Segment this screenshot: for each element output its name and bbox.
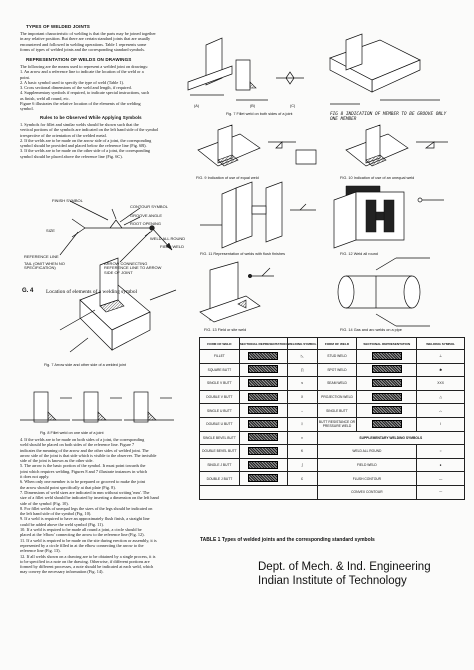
footer-institute: Indian Institute of Technology <box>258 575 407 587</box>
table-row <box>200 377 465 391</box>
section-cell <box>239 445 287 459</box>
intro-line: forms of types of welded joints and the corresponding standard symbols. <box>20 46 145 52</box>
section-drawing <box>248 406 278 414</box>
form-cell: SEAM WELD <box>317 377 357 391</box>
section-drawing <box>248 420 278 428</box>
field-weld-label: FIELD WELD <box>160 244 185 249</box>
section-cell <box>239 350 287 364</box>
equal-weld-caption: FIG. 9 Indication of use of equal weld <box>196 176 259 180</box>
symbol-cell: △ <box>417 390 465 404</box>
lower-line: 4. If the welds are to be made on both sides of a joint, the corresponding <box>20 437 145 442</box>
lower-line: it does not apply. <box>20 474 50 480</box>
section-cell <box>239 431 287 445</box>
flush-finish-caption: FIG. 11 Representation of welds with flush finishes <box>200 252 285 256</box>
supp-symbol-cell: ● <box>417 458 465 472</box>
section-cell <box>357 417 417 431</box>
right-fig-b-label: (B) <box>250 104 256 108</box>
fig7-caption: Fig. 7 Arrow side and other side of a welded joint <box>44 363 126 367</box>
lower-line: placed at the 'elbow' connecting the arrow to the reference line (Fig. 12). <box>20 532 145 538</box>
form-cell: SQUARE BUTT <box>200 363 240 377</box>
tail-label: TAIL (OMIT WHEN NO SPECIFICATION) <box>24 261 65 271</box>
lower-line: the arrow should point specifically at that plate (Fig. 8). <box>20 484 116 490</box>
size-label: SIZE <box>46 228 55 233</box>
types-heading: TYPES OF WELDED JOINTS <box>26 24 90 29</box>
table-row <box>200 472 465 486</box>
symbol-cell: ∏ <box>287 363 317 377</box>
lower-line: arrow side of the joint is that side which is visible to the observer. The invisible <box>20 452 157 458</box>
intro-line: The important characteristic of welding is that the parts may be joined together <box>20 31 156 36</box>
form-cell: SINGLE U BUTT <box>200 404 240 418</box>
section-drawing <box>248 474 278 482</box>
root-opening-label: ROOT OPENING <box>130 221 162 226</box>
lower-line: size of a fillet weld should be indicated by inserting a dimension on the left hand <box>20 495 159 501</box>
fillet-both-sides-drawings <box>188 38 304 100</box>
arrow-label: ARROW CONNECTING REFERENCE LINE TO ARROW SIDE OF JOINT <box>104 261 162 275</box>
section-drawing <box>248 433 278 441</box>
rules-paragraph <box>20 122 190 159</box>
flush-finish-and-all-round-drawings <box>200 182 444 248</box>
lower-line: joint which requires welding. Figures 8 and 7 illustrate instances in which <box>20 468 147 474</box>
rules-line: vertical portions of the symbols are indicated on the left hand side of the symbol <box>20 127 159 133</box>
lower-line: 5. The arrow is the basic portion of the symbol. It must point towards the <box>20 463 146 469</box>
intro-line: in any relative position. But there are certain standard joints that are usually <box>20 36 151 42</box>
representation-paragraph <box>20 64 190 112</box>
groove-one-member-drawings <box>330 34 440 104</box>
groove-member-caption: FIG 8 INDICATION OF MEMBER TO BE GROOVE ONLY ONE MEMBER <box>330 112 447 122</box>
finish-symbol-label: FINISH SYMBOL <box>52 198 83 203</box>
contour-symbol-label: CONTOUR SYMBOL <box>130 204 168 209</box>
rules-line: 3. If the welds are to be made on the other side of a joint, the corresponding <box>20 148 151 154</box>
lower-line: indicates the meaning of the arrow and the other sides of welded joint. The <box>20 447 149 453</box>
lower-line: reference line (Fig. 13). <box>20 548 61 554</box>
section-cell <box>239 472 287 486</box>
section-cell <box>357 350 417 364</box>
supp-symbol-cell: ○ <box>417 445 465 459</box>
section-drawing <box>372 420 402 428</box>
form-cell: DOUBLE V BUTT <box>200 390 240 404</box>
unequal-weld-caption: FIG. 10 Indication of use of an unequal weld <box>340 176 415 180</box>
symbol-cell: ʃ <box>287 458 317 472</box>
field-weld-caption: FIG. 13 Field or site weld <box>204 328 247 332</box>
supp-symbol-cell: ⌒ <box>417 485 465 499</box>
fillet-both-sides-caption: Fig. 7 Fillet weld on both sides of a joint <box>226 112 293 116</box>
section-cell <box>239 404 287 418</box>
rep-line: 2. A basic symbol used to specify the type of weld (Table 1). <box>20 79 124 85</box>
supp-name-cell: WELD ALL ROUND <box>317 445 417 459</box>
form-cell: SINGLE J BUTT <box>200 458 240 472</box>
table-row <box>200 363 465 377</box>
section-drawing <box>248 393 278 401</box>
rep-line: The following are the means used to represent a welded joint on drawings: <box>20 64 149 69</box>
lower-line: 11. If a weld is required to be made on the site during erection or assembly, it is <box>20 537 157 543</box>
lower-line: side of the symbol (Fig. 10). <box>20 500 69 506</box>
rules-line: 2. If the welds are to be made on the arrow side of a joint, the corresponding <box>20 137 152 143</box>
welding-symbol-diagram <box>60 201 172 262</box>
section-drawing <box>372 365 402 373</box>
rules-line: irrespective of the orientation of the welded metal. <box>20 132 107 138</box>
intro-line: encountered and followed in welding operations. Table 1 represents some <box>20 41 147 47</box>
form-cell: PROJECTION WELD <box>317 390 357 404</box>
table-row <box>200 431 465 445</box>
section-drawing <box>248 379 278 387</box>
form-cell: FILLET <box>200 350 240 364</box>
section-drawing <box>372 393 402 401</box>
rep-line: 3. Cross sectional dimensions of the weld and length, if required. <box>20 85 132 91</box>
rep-line: 4. Supplementary symbols if required, to indicate special instructions, such <box>20 90 150 96</box>
equal-unequal-weld-drawings <box>198 125 448 166</box>
symbol-cell: X <box>287 390 317 404</box>
section-drawing <box>372 379 402 387</box>
form-cell: DOUBLE U BUTT <box>200 417 240 431</box>
fig6-caption: Location of elements of a welding symbol <box>46 289 138 295</box>
rules-heading: Rules to be Observed While Applying Symbols <box>40 115 142 120</box>
section-drawing <box>372 406 402 414</box>
symbol-cell: ✱ <box>417 363 465 377</box>
lower-line: 10. If a weld is required to be made all round a joint, a circle should be <box>20 527 142 533</box>
symbol-cell: ν <box>287 431 317 445</box>
supp-symbol-cell: — <box>417 472 465 486</box>
table-row <box>200 458 465 472</box>
section-cell <box>239 377 287 391</box>
field-weld-and-pipe-drawings <box>200 258 430 326</box>
lower-line: to be specified in a note on the drawing. Otherwise, if different portions are <box>20 558 150 564</box>
section-cell <box>239 390 287 404</box>
form-cell: SINGLE BEVEL BUTT <box>200 431 240 445</box>
header-cell: WELDING SYMBOL <box>287 338 317 350</box>
form-cell: DOUBLE J BUTT <box>200 472 240 486</box>
header-cell: FORM OF WELD <box>200 338 240 350</box>
table-row <box>200 445 465 459</box>
reference-line-label: REFERENCE LINE <box>24 254 59 259</box>
supplementary-header: SUPPLEMENTARY WELDING SYMBOLS <box>317 431 464 445</box>
symbol-cell: ∨ <box>287 377 317 391</box>
weld-symbol-table <box>199 337 465 500</box>
lower-line: could be added above the weld symbol (Fig. 11). <box>20 521 104 527</box>
fig8-caption: Fig. 8 Fillet weld on one side of a joint <box>40 431 104 435</box>
supp-name-cell: FIELD WELD <box>317 458 417 472</box>
section-drawing <box>248 365 278 373</box>
form-cell: SPOT WELD <box>317 363 357 377</box>
header-cell: WELDING SYMBOL <box>417 338 465 350</box>
weld-all-round-label: WELD ALL ROUND <box>150 236 186 241</box>
lower-line: formed by different processes, a note should be indicated at each weld, which <box>20 564 154 570</box>
symbol-cell: ⩆ <box>287 417 317 431</box>
footer-department: Dept. of Mech. & Ind. Engineering <box>258 561 431 573</box>
section-cell <box>239 417 287 431</box>
lower-line: side of the joint is known as the other side. <box>20 458 94 464</box>
rep-line: point. <box>20 74 30 80</box>
header-cell: FORM OF WELD <box>317 338 357 350</box>
pipe-weld-caption: FIG. 14 Gas and arc welds on a pipe <box>340 328 402 332</box>
section-drawing <box>248 447 278 455</box>
section-cell <box>239 363 287 377</box>
symbol-cell: ◺ <box>287 350 317 364</box>
lower-line: 7. Dimensions of weld sizes are indicated in mm without writing 'mm'. The <box>20 489 150 495</box>
supp-name-cell: FLUSH CONTOUR <box>317 472 417 486</box>
lower-line: the left hand side of the symbol (Fig. 10). <box>20 511 92 517</box>
table-row <box>200 404 465 418</box>
rules-line: 1. Symbols for fillet and similar welds should be shown such that the <box>20 122 139 127</box>
intro-paragraph <box>20 31 190 52</box>
rules-line: symbol should be provided and placed below the reference line (Fig. 6B). <box>20 143 147 149</box>
form-cell: STUD WELD <box>317 350 357 364</box>
table-row <box>200 485 465 499</box>
form-cell: SINGLE BUTT <box>317 404 357 418</box>
lower-line: 6. When only one member is to be prepared or grooved to make the joint <box>20 479 146 485</box>
table-row <box>200 350 465 364</box>
groove-angle-label: GROOVE ANGLE <box>130 213 163 218</box>
rep-line: 1. An arrow and a reference line to indicate the location of the weld or a <box>20 69 144 75</box>
lower-line: 8. For fillet welds of unequal legs the sizes of the legs should be indicated on <box>20 505 153 511</box>
symbol-cell: K <box>287 445 317 459</box>
section-cell <box>357 404 417 418</box>
section-cell <box>239 458 287 472</box>
header-cell: SECTIONAL REPRESENTATION <box>357 338 417 350</box>
section-drawing <box>372 352 402 360</box>
lower-line: weld should be placed on both sides of the reference line. Figure 7 <box>20 442 135 448</box>
form-cell: BUTT RESISTANCE OR PRESSURE WELD <box>317 417 357 431</box>
form-cell: SINGLE V BUTT <box>200 377 240 391</box>
form-cell: DOUBLE BEVEL BUTT <box>200 445 240 459</box>
right-fig-c-label: (C) <box>290 104 296 108</box>
table-row <box>200 417 465 431</box>
lower-paragraph <box>20 437 192 575</box>
fig6-number: G. 4 <box>22 288 34 294</box>
symbol-cell: I <box>417 417 465 431</box>
supp-name-cell: CONVEX CONTOUR <box>317 485 417 499</box>
table-header-row <box>200 338 465 350</box>
symbol-cell: ⊥ <box>417 350 465 364</box>
rep-line: symbol. <box>20 106 34 112</box>
lower-line: 9. If a weld is required to have an approximately flush finish, a straight line <box>20 516 150 522</box>
fig8-one-side-fillet-drawings <box>20 392 174 422</box>
rep-line: as finish, weld all round, etc. <box>20 95 70 101</box>
symbol-cell: XXX <box>417 377 465 391</box>
section-cell <box>357 377 417 391</box>
rules-line: symbol should be placed above the reference line (Fig. 6C). <box>20 153 123 159</box>
table-caption: TABLE 1 Types of welded joints and the corresponding standard symbols <box>200 537 375 543</box>
lower-line: may convey the necessary information (Fig. 14). <box>20 569 104 575</box>
rep-line: Figure 6 illustrates the relative location of the elements of the welding <box>20 101 141 107</box>
symbol-cell: ⌓ <box>417 404 465 418</box>
weld-all-round-caption: FIG. 12 Weld all round <box>340 252 378 256</box>
section-drawing <box>248 352 278 360</box>
right-fig-a-label: (A) <box>194 104 200 108</box>
table-row <box>200 390 465 404</box>
header-cell: SECTIONAL REPRESENTATION <box>239 338 287 350</box>
symbol-cell: ⌣ <box>287 404 317 418</box>
symbol-cell: Ɛ <box>287 472 317 486</box>
lower-line: 12. If all welds shown on a drawing are to be obtained by a single process, it is <box>20 553 156 559</box>
section-cell <box>357 363 417 377</box>
section-drawing <box>248 461 278 469</box>
section-cell <box>357 390 417 404</box>
lower-line: represented by a circle filled in at the elbow connecting the arrow to the <box>20 542 144 548</box>
representation-heading: REPRESENTATION OF WELDS ON DRAWINGS <box>26 57 132 62</box>
